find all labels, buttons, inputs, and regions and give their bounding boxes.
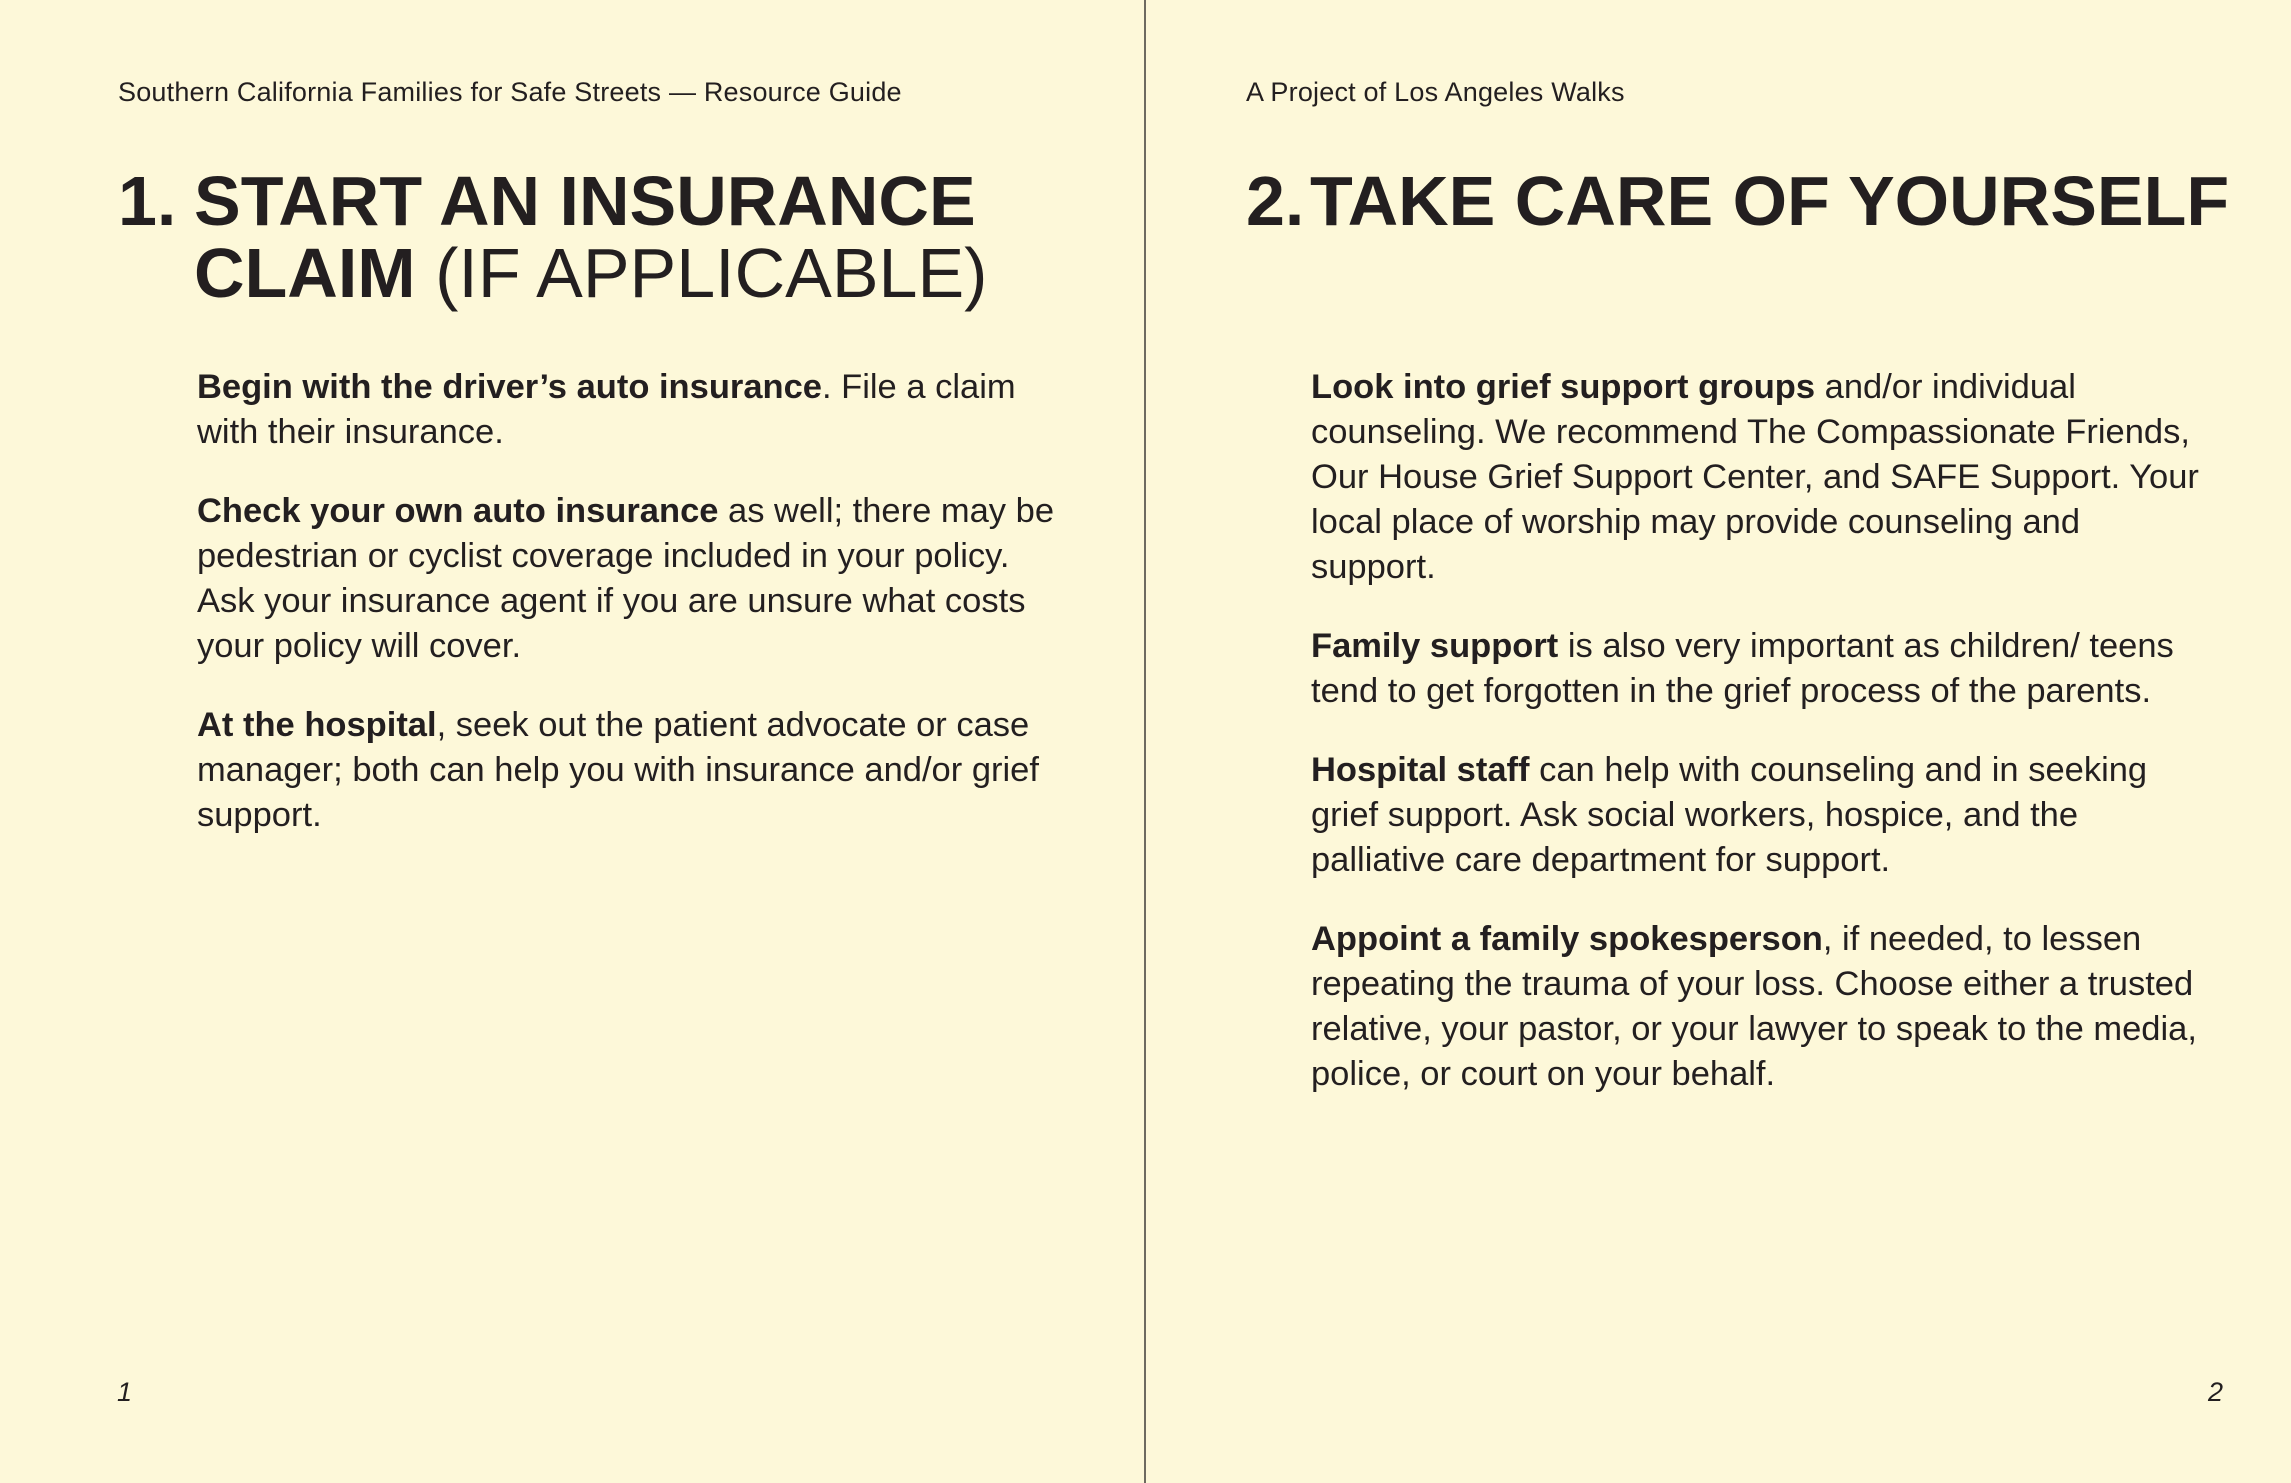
paragraph-lead: Appoint a family spokesperson [1311,920,1823,958]
section-1-body [197,365,1057,872]
section-1-title [118,162,1118,312]
paragraph-lead: Hospital staff [1311,751,1530,789]
paragraph-lead: Family support [1311,627,1559,665]
section-1-number: 1. [118,162,177,240]
paragraph-text: can help with counseling and in seeking grief support. Ask social workers, hospice, and the palliative care department for support. [1311,751,2148,879]
left-running-header: Southern California Families for Safe Streets — Resource Guide [118,77,902,107]
paragraph [1311,365,2211,590]
section-1-title-line2-bold: CLAIM [194,234,416,312]
right-page-number: 2 [2207,1377,2223,1407]
right-page [1146,0,2291,1483]
section-2-number: 2. [1246,162,1305,240]
paragraph [197,489,1057,669]
paragraph [1311,917,2211,1097]
section-2-title [1246,162,2286,240]
paragraph-text: . File a claim with their insurance. [197,368,1016,451]
paragraph [197,365,1057,455]
paragraph-text: as well; there may be pedestrian or cyclist coverage included in your policy. Ask your insurance agent if you are unsure what costs your policy will cover. [197,492,1055,665]
paragraph-text: , seek out the patient advocate or case manager; both can help you with insurance and/or grief support. [197,706,1039,834]
paragraph-text: , if needed, to lessen repeating the trauma of your loss. Choose either a trusted relative, your pastor, or your lawyer to speak to the media, police, or court on your behalf. [1311,920,2197,1093]
left-page [0,0,1145,1483]
right-running-header: A Project of Los Angeles Walks [1246,77,1625,107]
section-1-title-line1: START AN INSURANCE [194,162,976,240]
paragraph [1311,624,2211,714]
section-2-body [1311,365,2211,1131]
paragraph-text: and/or individual counseling. We recommend The Compassionate Friends, Our House Grief Support Center, and SAFE Support. Your local place of worship may provide counseling and support. [1311,368,2199,586]
section-2-title-text: TAKE CARE OF YOURSELF [1310,162,2230,240]
paragraph-text: is also very important as children/ teens tend to get forgotten in the grief process of the parents. [1311,627,2174,710]
paragraph-lead: Begin with the driver’s auto insurance [197,368,822,406]
paragraph-lead: Look into grief support groups [1311,368,1816,406]
left-page-number: 1 [117,1377,133,1407]
paragraph-lead: At the hospital [197,706,437,744]
section-1-title-line2-light: (IF APPLICABLE) [435,234,988,312]
paragraph [197,703,1057,838]
paragraph-lead: Check your own auto insurance [197,492,719,530]
paragraph [1311,748,2211,883]
